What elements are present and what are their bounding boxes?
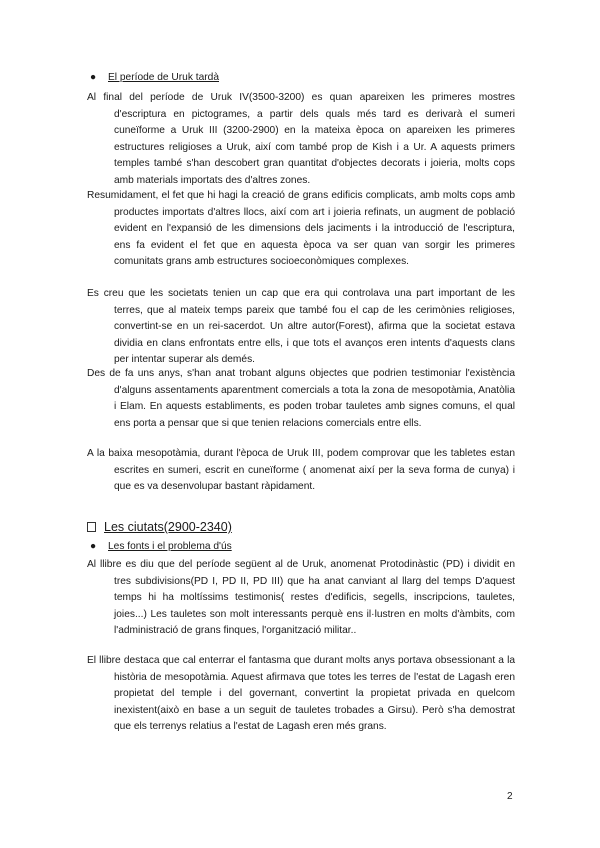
paragraph-uruk-iv: Al final del període de Uruk IV(3500-3200) es quan apareixen les primeres mostres d'escriptura en pictogrames, a partir dels quals més tard es derivarà el sumeri cuneïforme a Uruk III (3200-2900) en la mateixa època on apareixen les primeres estructures religioses a Uruk, així com també prop de Kish i a Ur. A aquests primers temples també s'han descobert gran quantitat d'objectes decorats i joieria, molts cops amb materials importats des d'altres zones.	[87, 92, 515, 186]
section-bullet-fonts	[90, 541, 232, 552]
bullet-dot-icon: ●	[90, 72, 97, 83]
bullet-text: El període de Uruk tardà	[108, 72, 219, 83]
paragraph-baixa-mesopotamia: A la baixa mesopotàmia, durant l'època de Uruk III, podem comprovar que les tabletes estan escrites en sumeri, escrit en cuneïforme ( anomenat així per la seva forma de cunya) i que es va desenvolupar bastant ràpidament.	[87, 448, 515, 493]
paragraph-resumidament: Resumidament, el fet que hi hagi la creació de grans edificis complicats, amb molts cops amb productes importats d'altres llocs, així com art i joieria refinats, un augment de població evident en l'expansió de les dimensions dels jaciments i la introducció de l'escriptura, ens fa evident el fet que en aquesta època va ser quan van sorgir les primeres comunitats grans amb estructures socioeconòmiques complexes.	[87, 190, 515, 268]
bullet-text: Les fonts i el problema d'ús	[108, 541, 232, 552]
checkbox-bullet-icon	[87, 522, 96, 532]
section-heading-ciutats	[87, 520, 232, 534]
heading-text: Les ciutats(2900-2340)	[104, 520, 232, 534]
paragraph-llibre-fantasma: El llibre destaca que cal enterrar el fantasma que durant molts anys portava obsessionant a la història de mesopotàmia. Aquest afirmava que totes les terres de l'estat de Lagash eren propietat del temple i del governant, convertint la propietat privada en quelcom inexistent(això en base a un seguit de tauletes trobades a Girsu). Però s'ha demostrat que els terrenys relatius a l'estat de Lagash eren més grans.	[87, 655, 515, 733]
section-bullet-uruk	[90, 72, 219, 83]
page-number: 2	[507, 791, 513, 802]
paragraph-objectes: Des de fa uns anys, s'han anat trobant alguns objectes que podrien testimoniar l'existència d'alguns assentaments aparentment comercials a tota la zona de mesopotàmia, Anatòlia i Elam. En aquests establiments, es poden trobar tauletes amb signes comuns, el qual ens porta a pensar que si que tenien relacions comercials entre ells.	[87, 368, 515, 429]
paragraph-llibre-protodinastic: Al llibre es diu que del període següent al de Uruk, anomenat Protodinàstic (PD) i dividit en tres subdivisions(PD I, PD II, PD III) que ha anat canviant al llarg del temps D'aquest temps hi ha moltíssims testimonis( restes d'edificis, segells, inscripcions, tauletes, joies...) Les tauletes son molt interessants perquè ens il·lustren en molts d'àmbits, com l'administració de grans finques, l'organització militar..	[87, 559, 515, 637]
paragraph-societats: Es creu que les societats tenien un cap que era qui controlava una part important de les terres, que al mateix temps pareix que també fou el cap de les cerimònies religioses, convertint-se en un rei-sacerdot. Un altre autor(Forest), afirma que la societat estava dividia en clans enfrontats entre ells, i que tots el avanços eren intents d'aquests clans per intentar superar als demés.	[87, 288, 515, 366]
bullet-dot-icon: ●	[90, 541, 97, 552]
